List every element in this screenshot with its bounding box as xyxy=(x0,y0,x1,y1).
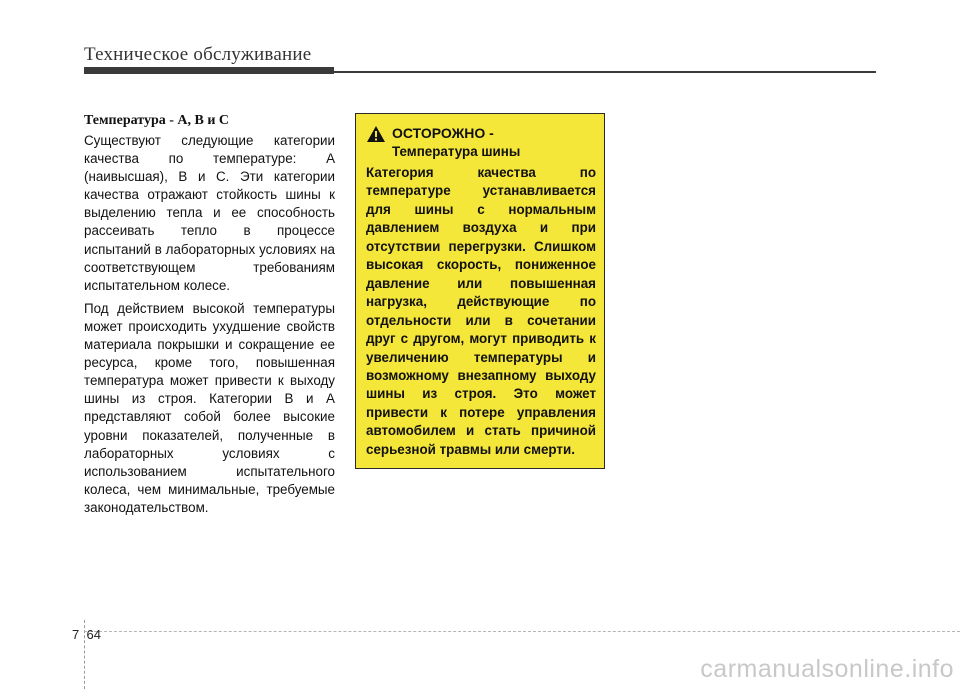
warning-box xyxy=(355,113,605,469)
main-text-column xyxy=(84,112,335,522)
warning-title: ОСТОРОЖНО - xyxy=(392,125,494,141)
warning-subtitle: Температура шины xyxy=(392,144,521,159)
page-number xyxy=(72,627,101,642)
watermark-text: carmanualsonline.info xyxy=(700,655,954,683)
warning-header xyxy=(366,124,596,143)
section-heading: Температура - A, B и C xyxy=(84,113,230,128)
footer-divider-horizontal xyxy=(84,631,960,632)
paragraph-1: Существуют следующие категории качества по температуре: А (наивысшая), В и С. Эти категории качества отражают стойкость шины к выделению тепла и ее способность рассеивать тепло в процессе испытаний в лабораторных условиях на соответствующем требованиям испытательном колесе. xyxy=(84,133,335,293)
page-header-title: Техническое обслуживание xyxy=(84,44,312,65)
chapter-number: 7 xyxy=(72,627,80,642)
header-rule-thick xyxy=(84,67,334,74)
header-rule-thin xyxy=(334,71,876,73)
paragraph-2: Под действием высокой температуры может происходить ухудшение свойств материала покрышки и сокращение ее ресурса, кроме того, повышенная температура может привести к выходу шины из строя. Категории В и А представляют собой более высокие уровни показателей, полученные в лабораторных условиях с использованием испытательного колеса, чем минимальные, требуемые законодательством. xyxy=(84,300,335,515)
page-number-value: 64 xyxy=(86,627,101,642)
warning-triangle-icon xyxy=(366,125,386,143)
warning-text: Категория качества по температуре устанавливается для шины с нормальным давлением воздуха и при отсутствии перегрузки. Слишком высокая скорость, пониженное давление или повышенная нагрузка, действующие по отдельности или в сочетании друг с другом, могут приводить к увеличению температуры и возможному внезапному выходу шины из строя. Это может привести к потере управления автомобилем и стать причиной серьезной травмы или смерти. xyxy=(366,165,596,457)
